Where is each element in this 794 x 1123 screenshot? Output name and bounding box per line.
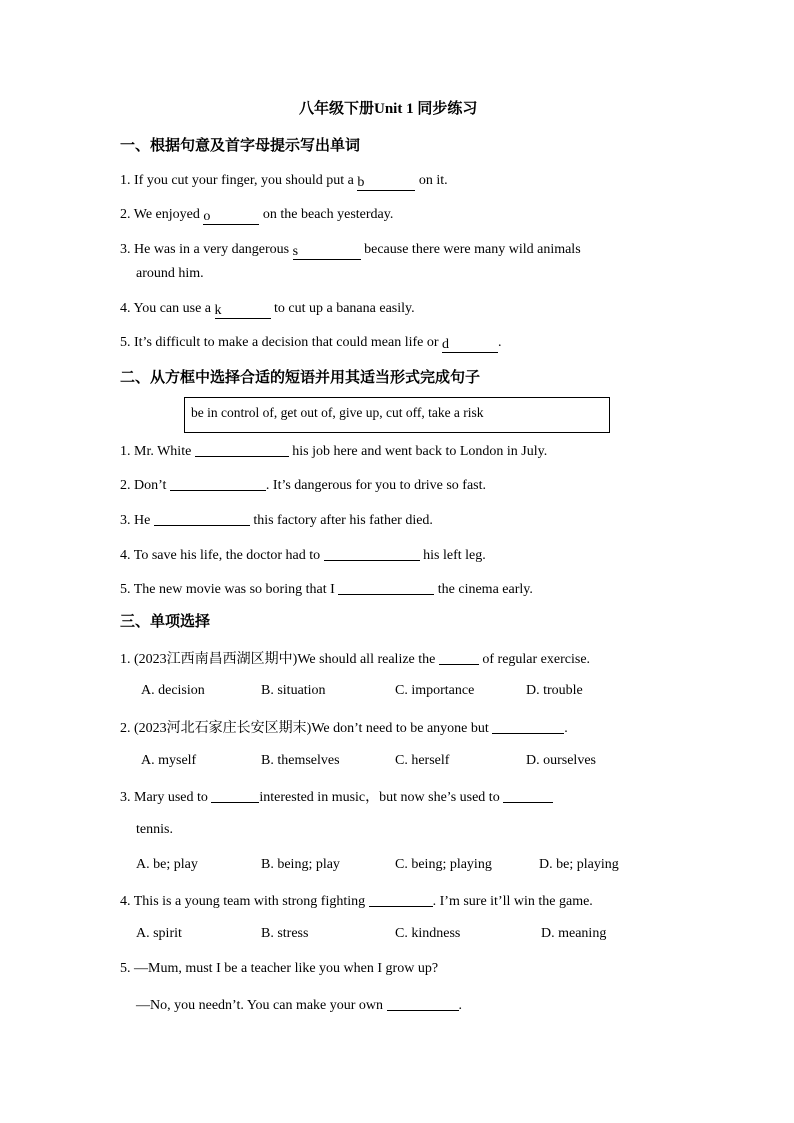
q2-option-b[interactable]: B. themselves [261, 753, 340, 768]
s1-item-4 [120, 302, 415, 319]
s2-item-4 [120, 546, 486, 563]
q3-pre: 3. Mary used to [120, 790, 212, 805]
s2-item-3 [120, 511, 433, 528]
q4-blank[interactable] [369, 892, 433, 907]
q1-option-d[interactable]: D. trouble [526, 683, 583, 698]
s2-item-2-post: . It’s dangerous for you to drive so fast. [265, 478, 486, 493]
q4-stem [120, 892, 593, 909]
q1-option-b[interactable]: B. situation [261, 683, 326, 698]
q4-option-b[interactable]: B. stress [261, 926, 309, 941]
q4-option-d[interactable]: D. meaning [541, 926, 607, 941]
section3-heading: 三、单项选择 [120, 612, 211, 630]
s1-item-5-letter: d [442, 337, 450, 352]
s2-item-3-blank[interactable] [154, 511, 250, 526]
s2-item-2 [120, 476, 486, 493]
q2-blank[interactable] [492, 719, 564, 734]
s1-item-5-post: . [498, 335, 502, 350]
s1-item-1-pre: 1. If you cut your finger, you should put a [120, 173, 358, 188]
q3-cont: tennis. [136, 822, 173, 837]
s1-item-3-post: because there were many wild animals [360, 242, 581, 257]
q2-post: . [564, 721, 568, 736]
q2-option-c[interactable]: C. herself [395, 753, 450, 768]
q3-option-a[interactable]: A. be; play [136, 857, 198, 872]
q1-stem [120, 650, 590, 667]
page-title: 八年级下册Unit 1 同步练习 [299, 101, 478, 117]
q4-option-a[interactable]: A. spirit [136, 926, 182, 941]
s2-item-2-pre: 2. Don’t [120, 478, 170, 493]
s2-item-1-blank[interactable] [195, 442, 289, 457]
s1-item-1-post: on it. [415, 173, 448, 188]
q3-option-b[interactable]: B. being; play [261, 857, 340, 872]
s1-item-2-letter: o [203, 209, 211, 224]
s2-item-4-blank[interactable] [324, 546, 420, 561]
s1-item-2-post: on the beach yesterday. [259, 207, 394, 222]
q1-blank[interactable] [439, 650, 479, 665]
s1-item-3 [120, 243, 668, 260]
s2-item-5-blank[interactable] [338, 580, 434, 595]
s1-item-1-blank[interactable] [357, 176, 415, 191]
q1-post: of regular exercise. [478, 652, 591, 667]
q2-option-d[interactable]: D. ourselves [526, 753, 596, 768]
q3-stem [120, 788, 553, 805]
q3-blank-1[interactable] [211, 788, 259, 803]
q5-blank[interactable] [387, 996, 459, 1011]
s1-item-1-letter: b [357, 175, 365, 190]
s1-item-2 [120, 208, 393, 225]
q4-post: . I’m sure it’ll win the game. [432, 894, 593, 909]
q5-line1: 5. —Mum, must I be a teacher like you when I grow up? [120, 961, 439, 976]
q5-post: . [458, 998, 463, 1013]
s2-item-5-pre: 5. The new movie was so boring that I [120, 582, 339, 597]
phrase-box-text: be in control of, get out of, give up, cut off, take a risk [191, 405, 484, 420]
s2-item-4-post: his left leg. [419, 548, 486, 563]
s1-item-2-pre: 2. We enjoyed [120, 207, 204, 222]
s1-item-3-blank[interactable] [293, 245, 361, 260]
s2-item-1-pre: 1. Mr. White [120, 444, 195, 459]
q4-option-c[interactable]: C. kindness [395, 926, 461, 941]
q1-option-c[interactable]: C. importance [395, 683, 475, 698]
s1-item-3-pre: 3. He was in a very dangerous [120, 242, 293, 257]
q3-blank-2[interactable] [503, 788, 553, 803]
s2-item-3-pre: 3. He [120, 513, 154, 528]
s1-item-5 [120, 336, 502, 353]
s1-item-4-post: to cut up a banana easily. [270, 301, 415, 316]
q4-pre: 4. This is a young team with strong fighting [120, 894, 369, 909]
s1-item-3-letter: s [292, 244, 299, 259]
s1-item-5-pre: 5. It’s difficult to make a decision that could mean life or [120, 335, 443, 350]
q5-line2 [136, 996, 462, 1013]
section2-heading: 二、从方框中选择合适的短语并用其适当形式完成句子 [120, 368, 481, 386]
s1-item-5-blank[interactable] [442, 338, 498, 353]
s1-item-4-blank[interactable] [215, 304, 271, 319]
section1-heading: 一、根据句意及首字母提示写出单词 [120, 136, 361, 154]
s1-item-4-letter: k [214, 303, 222, 318]
s2-item-3-post: this factory after his father died. [249, 513, 433, 528]
q2-option-a[interactable]: A. myself [141, 753, 197, 768]
q5-pre: —No, you needn’t. You can make your own [136, 998, 387, 1013]
s1-item-3-cont: around him. [136, 266, 204, 281]
s1-item-1 [120, 174, 448, 191]
q2-pre: 2. (2023河北石家庄长安区期末)We don’t need to be anyone but [120, 721, 493, 736]
q3-option-d[interactable]: D. be; playing [539, 857, 619, 872]
s2-item-5-post: the cinema early. [434, 582, 533, 597]
s2-item-2-blank[interactable] [170, 476, 266, 491]
q3-option-c[interactable]: C. being; playing [395, 857, 492, 872]
s1-item-2-blank[interactable] [203, 210, 259, 225]
s2-item-4-pre: 4. To save his life, the doctor had to [120, 548, 324, 563]
q1-pre: 1. (2023江西南昌西湖区期中)We should all realize the [120, 652, 439, 667]
q1-option-a[interactable]: A. decision [141, 683, 205, 698]
s1-item-4-pre: 4. You can use a [120, 301, 215, 316]
s2-item-1-post: his job here and went back to London in July. [288, 444, 548, 459]
q2-stem [120, 719, 568, 736]
q3-mid: interested in music，but now she’s used to [259, 790, 504, 805]
s2-item-5 [120, 580, 533, 597]
s2-item-1 [120, 442, 547, 459]
